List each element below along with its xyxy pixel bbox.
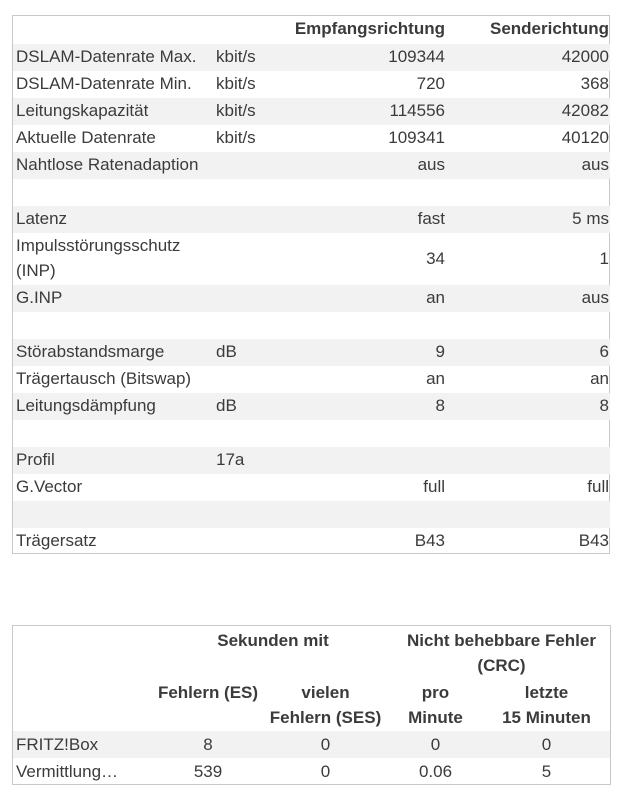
table-row <box>13 44 610 71</box>
col-header-last15-line2: 15 Minuten <box>502 708 591 727</box>
row-label: Aktuelle Datenrate <box>16 128 156 147</box>
row-unit: kbit/s <box>216 47 256 66</box>
row-label: DSLAM-Datenrate Max. <box>16 47 197 66</box>
row-label: Vermittlung… <box>16 762 119 781</box>
row-unit: dB <box>216 342 237 361</box>
spacer-row <box>13 420 610 447</box>
ses-value: 0 <box>320 762 331 781</box>
row-upstream-value: 368 <box>580 74 609 93</box>
row-downstream-value: fast <box>417 209 445 228</box>
row-label: Leitungsdämpfung <box>16 396 156 415</box>
col-header-es: Fehlern (ES) <box>157 683 259 702</box>
col-header-ses-line1: vielen <box>301 683 350 702</box>
row-label: G.Vector <box>16 477 83 496</box>
ses-value: 0 <box>320 735 331 754</box>
row-unit: kbit/s <box>216 128 256 147</box>
row-downstream-value: full <box>423 477 445 496</box>
row-downstream-value: an <box>426 288 445 307</box>
row-downstream-value: 8 <box>435 396 445 415</box>
row-label-line2: (INP) <box>16 261 56 280</box>
table-row <box>13 447 610 474</box>
col-header-per-minute-line2: Minute <box>408 708 463 727</box>
row-label-line1: Impulsstörungsschutz <box>16 236 181 255</box>
spacer-row <box>13 501 610 528</box>
table-row <box>13 233 610 285</box>
row-upstream-value: aus <box>581 288 609 307</box>
table-row <box>13 71 610 98</box>
row-upstream-value: an <box>590 369 609 388</box>
row-label: Leitungskapazität <box>16 101 149 120</box>
last15-value: 5 <box>541 762 552 781</box>
table-row <box>13 206 610 233</box>
table-row <box>13 731 610 758</box>
header-downstream: Empfangsrichtung <box>294 19 445 38</box>
row-label: DSLAM-Datenrate Min. <box>16 74 192 93</box>
row-unit: 17a <box>216 450 245 469</box>
row-upstream-value: full <box>587 477 609 496</box>
group-header-crc-line1: Nicht behebbare Fehler <box>407 631 596 650</box>
row-unit: kbit/s <box>216 101 256 120</box>
row-downstream-value: 9 <box>435 342 445 361</box>
spacer-row <box>13 179 610 206</box>
table-row <box>13 366 610 393</box>
col-header-ses-line2: Fehlern (SES) <box>269 708 382 727</box>
dsl-line-table <box>12 15 610 554</box>
table-header-row <box>13 16 610 44</box>
spacer-row <box>13 312 610 339</box>
table-row <box>13 285 610 312</box>
row-label: Profil <box>16 450 55 469</box>
row-label: FRITZ!Box <box>16 735 99 754</box>
row-downstream-value: 109344 <box>388 47 445 66</box>
row-label: Nahtlose Ratenadaption <box>16 155 199 174</box>
row-unit: dB <box>216 396 237 415</box>
table-row <box>13 474 610 501</box>
group-header-seconds: Sekunden mit <box>217 631 329 650</box>
row-upstream-value: 6 <box>599 342 609 361</box>
row-downstream-value: 114556 <box>389 101 445 120</box>
row-upstream-value: 1 <box>599 249 609 268</box>
col-header-last15-line1: letzte <box>524 683 569 702</box>
header-upstream: Senderichtung <box>489 19 609 38</box>
table-row <box>13 339 610 366</box>
row-upstream-value: 8 <box>599 396 609 415</box>
table-row <box>13 758 610 784</box>
es-value: 539 <box>193 762 223 781</box>
row-upstream-value: 42000 <box>561 47 609 66</box>
row-upstream-value: B43 <box>578 531 609 550</box>
row-label: Latenz <box>16 209 68 228</box>
per-minute-value: 0.06 <box>418 762 453 781</box>
es-value: 8 <box>203 735 213 754</box>
group-header-crc-line2: (CRC) <box>477 656 526 675</box>
row-upstream-value: 5 ms <box>572 209 609 228</box>
row-label: G.INP <box>16 288 63 307</box>
row-label: Trägersatz <box>16 531 97 550</box>
table-row <box>13 125 610 152</box>
table-row <box>13 393 610 420</box>
row-downstream-value: an <box>426 369 445 388</box>
row-downstream-value: 720 <box>416 74 445 93</box>
row-unit: kbit/s <box>216 74 256 93</box>
table-row <box>13 98 610 125</box>
last15-value: 0 <box>541 735 552 754</box>
row-upstream-value: 42082 <box>561 101 609 120</box>
row-upstream-value: aus <box>581 155 609 174</box>
row-label: Trägertausch (Bitswap) <box>16 369 192 388</box>
col-header-per-minute-line1: pro <box>421 683 450 702</box>
row-downstream-value: aus <box>417 155 445 174</box>
row-downstream-value: 109341 <box>388 128 445 147</box>
error-stats-table <box>12 625 611 785</box>
row-label: Störabstandsmarge <box>16 342 165 361</box>
row-downstream-value: B43 <box>414 531 445 550</box>
row-upstream-value: 40120 <box>561 128 609 147</box>
row-downstream-value: 34 <box>426 249 445 268</box>
table-row <box>13 152 610 179</box>
table-row <box>13 528 610 554</box>
per-minute-value: 0 <box>430 735 441 754</box>
